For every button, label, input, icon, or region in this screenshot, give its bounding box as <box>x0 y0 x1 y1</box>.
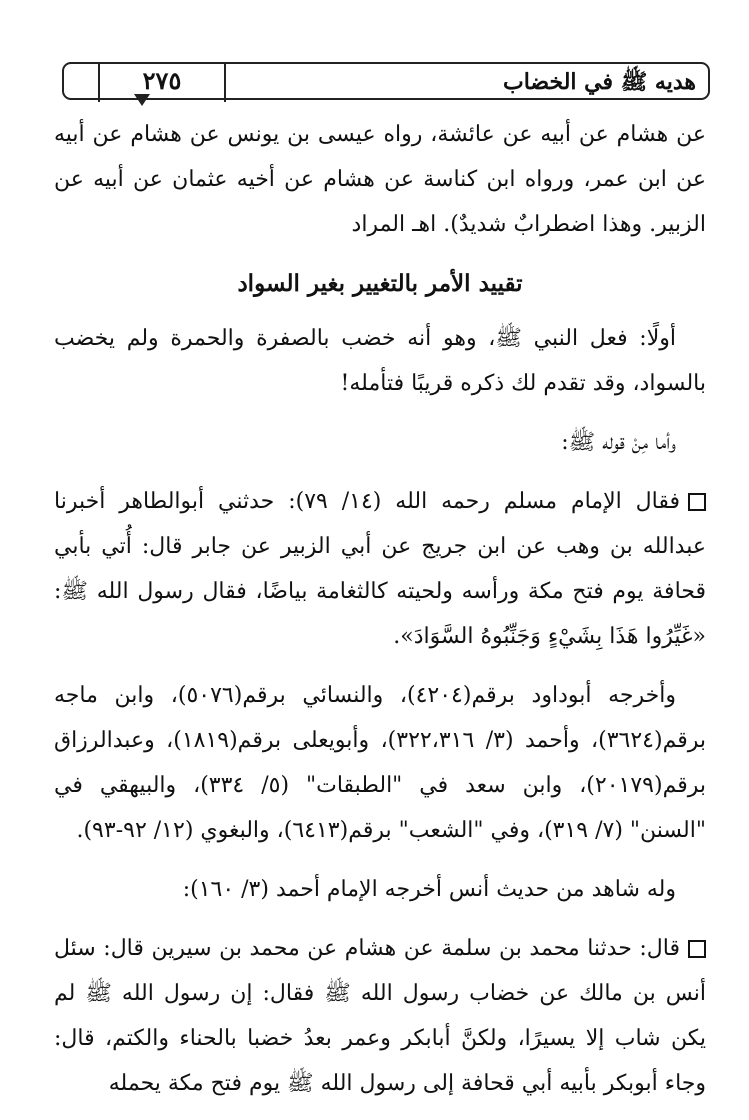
paragraph-takhrij: وأخرجه أبوداود برقم(٤٢٠٤)، والنسائي برقم(٥٠٧٦)، وابن ماجه برقم(٣٦٢٤)، وأحمد (٣/ ٣٢٢،٣١٦)، وأبويعلى برقم(١٨١٩)، وعبدالرزاق برقم(٢٠١٧٩)، وابن سعد في "الطبقات" (٥/ ٣٣٤)، والبيهقي في "السنن" (٧/ ٣١٩)، وفي "الشعب" برقم(٦٤١٣)، والبغوي (١٢/ ٩٢-٩٣). <box>54 683 707 843</box>
tab-arrow-icon <box>134 94 150 106</box>
section-heading: تقييد الأمر بالتغيير بغير السواد <box>237 270 523 297</box>
paragraph-muslim-hadith-text: فقال الإمام مسلم رحمه الله (١٤/ ٧٩): حدثني أبوالطاهر أخبرنا عبدالله بن وهب عن ابن جريج عن أبي الزبير عن جابر قال: أُتي بأبي قحافة يوم فتح مكة ورأسه ولحيته كالثغامة بياضًا، فقال رسول الله ﷺ: «غَيِّرُوا هَذَا بِشَيْءٍ وَجَنِّبُوهُ السَّوَادَ». <box>54 489 706 649</box>
checkbox-square-icon <box>688 940 706 958</box>
paragraph-muslim-hadith <box>54 479 706 659</box>
checkbox-square-icon <box>688 493 706 511</box>
page-number-tab <box>98 62 226 102</box>
page-number: ٢٧٥ <box>142 66 182 95</box>
chapter-title: هديه ﷺ في الخضاب <box>503 69 696 95</box>
paragraph-continuation: عن هشام عن أبيه عن عائشة، رواه عيسى بن يونس عن هشام عن أبيه عن ابن عمر، ورواه ابن كناسة عن هشام عن أخيه عثمان عن أبيه عن الزبير. وهذا اضطرابٌ شديدٌ). اهـ المراد <box>54 122 706 237</box>
paragraph-anas-hadith-text: قال: حدثنا محمد بن سلمة عن هشام عن محمد بن سيرين قال: سئل أنس بن مالك عن خضاب رسول الله ﷺ فقال: إن رسول الله ﷺ لم يكن شاب إلا يسيرًا، ولكنَّ أبابكر وعمر بعدُ خضبا بالحناء والكتم، قال: وجاء أبوبكر بأبيه أبي قحافة إلى رسول الله ﷺ يوم فتح مكة يحمله <box>54 936 706 1096</box>
paragraph-from-his-saying: وأما مِنْ قوله ﷺ: <box>561 430 676 455</box>
paragraph-first-point: أولًا: فعل النبي ﷺ، وهو أنه خضب بالصفرة والحمرة ولم يخضب بالسواد، وقد تقدم لك ذكره قريبًا فتأمله! <box>54 326 706 396</box>
paragraph-witness: وله شاهد من حديث أنس أخرجه الإمام أحمد (٣/ ١٦٠): <box>182 877 676 902</box>
running-header <box>62 62 710 100</box>
page-body <box>54 112 706 1120</box>
paragraph-anas-hadith <box>54 926 706 1106</box>
